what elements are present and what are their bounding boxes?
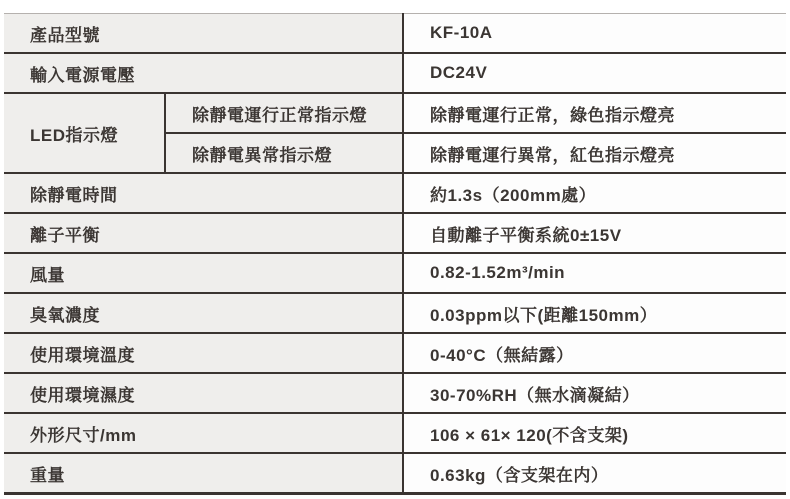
table-row — [4, 373, 786, 413]
table-row — [4, 253, 786, 293]
table-row — [4, 453, 786, 494]
table-row — [4, 333, 786, 373]
row-label-led-indicator: LED指示燈 — [4, 93, 165, 173]
table-row — [4, 93, 786, 133]
row-value-ion-balance: 自動離子平衡系統0±15V — [403, 213, 786, 253]
row-value-discharge-time: 約1.3s（200mm處） — [403, 173, 786, 213]
row-label-dimensions: 外形尺寸/mm — [4, 413, 403, 453]
row-value-led-normal: 除靜電運行正常，綠色指示燈亮 — [403, 93, 786, 133]
row-value-ozone-concentration: 0.03ppm以下(距離150mm） — [403, 293, 786, 333]
row-sublabel-led-normal: 除靜電運行正常指示燈 — [165, 93, 403, 133]
row-label-air-volume: 風量 — [4, 253, 403, 293]
row-value-product-model: KF-10A — [403, 14, 786, 54]
table-row — [4, 53, 786, 93]
row-label-operating-humidity: 使用環境濕度 — [4, 373, 403, 413]
row-label-input-voltage: 輸入電源電壓 — [4, 53, 403, 93]
table-row — [4, 213, 786, 253]
table-row — [4, 293, 786, 333]
row-label-ion-balance: 離子平衡 — [4, 213, 403, 253]
row-value-air-volume: 0.82-1.52m³/min — [403, 253, 786, 293]
row-value-weight: 0.63kg（含支架在内） — [403, 453, 786, 494]
row-label-ozone-concentration: 臭氧濃度 — [4, 293, 403, 333]
table-row — [4, 14, 786, 54]
spec-table — [4, 13, 786, 495]
table-row — [4, 173, 786, 213]
table-row — [4, 413, 786, 453]
row-value-operating-temperature: 0-40°C（無結露） — [403, 333, 786, 373]
row-label-discharge-time: 除靜電時間 — [4, 173, 403, 213]
row-value-operating-humidity: 30-70%RH（無水滴凝結） — [403, 373, 786, 413]
row-label-product-model: 產品型號 — [4, 14, 403, 54]
row-value-dimensions: 106 × 61× 120(不含支架) — [403, 413, 786, 453]
row-sublabel-led-abnormal: 除靜電異常指示燈 — [165, 133, 403, 173]
row-label-weight: 重量 — [4, 453, 403, 494]
row-value-led-abnormal: 除靜電運行異常，紅色指示燈亮 — [403, 133, 786, 173]
row-label-operating-temperature: 使用環境溫度 — [4, 333, 403, 373]
row-value-input-voltage: DC24V — [403, 53, 786, 93]
